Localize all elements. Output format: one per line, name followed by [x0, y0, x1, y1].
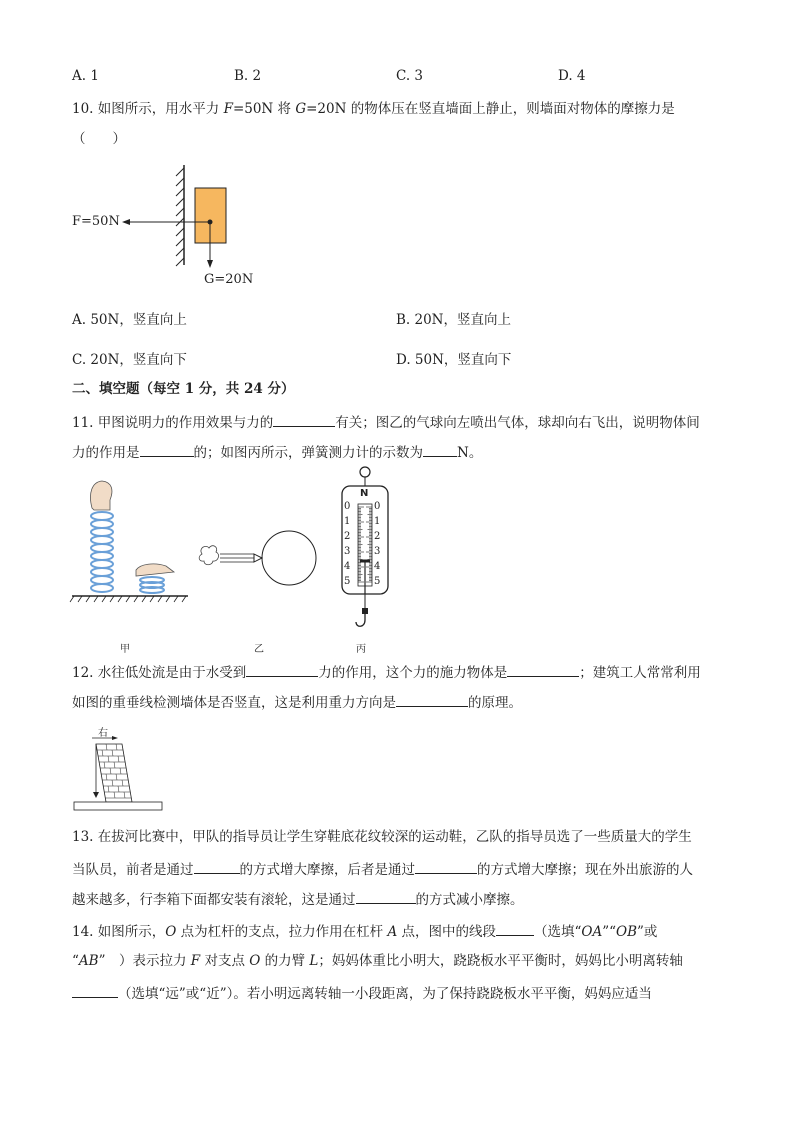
scale-tick-label: 2: [344, 531, 351, 542]
q12-fig-right-label: 右: [98, 728, 108, 739]
scale-tick-label: 0: [374, 501, 381, 512]
scale-tick-label: 4: [344, 561, 351, 572]
section2-title: 二、填空题（每空 1 分，共 24 分）: [72, 381, 295, 397]
scale-tick-label: 0: [344, 501, 351, 512]
q11-fig-jia-spring: [70, 478, 190, 608]
q10-answer-paren: （ ）: [72, 131, 126, 147]
scale-tick-label: 5: [374, 576, 381, 587]
scale-unit-label: N: [360, 488, 369, 499]
q10-gravity-label: G=20N: [204, 272, 254, 287]
q13-line3: 越来越多，行李箱下面都安装有滚轮，这是通过 的方式减小摩擦。: [72, 889, 524, 909]
q11-line2: 力的作用是 的；如图丙所示，弹簧测力计的示数为 N。: [72, 442, 482, 462]
q10-option-a: A. 50N，竖直向上: [72, 312, 187, 328]
q13-line1: 13. 在拔河比赛中，甲队的指导员让学生穿鞋底花纹较深的运动鞋，乙队的指导员选了一些质量大的学生: [72, 829, 692, 845]
scale-tick-label: 5: [344, 576, 351, 587]
scale-tick-label: 1: [344, 516, 351, 527]
caption-jia: 甲: [120, 644, 130, 655]
q10-option-c: C. 20N，竖直向下: [72, 352, 187, 368]
scale-tick-label: 3: [374, 546, 381, 557]
q14-line1: 14. 如图所示，O 点为杠杆的支点，拉力作用在杠杆 A 点，图中的线段 （选填“OA”“OB”或: [72, 921, 657, 941]
caption-yi: 乙: [254, 644, 264, 655]
q9-option-b: B. 2: [234, 68, 262, 84]
q14-line3: （选填“远”或“近”）。若小明远离转轴一小段距离，为了保持跷跷板水平平衡，妈妈应适当: [72, 983, 652, 1003]
q9-option-d: D. 4: [558, 68, 586, 84]
q9-option-a: A. 1: [72, 68, 99, 84]
q12-plumb-wall-figure: [72, 734, 166, 814]
q10-force-label: F=50N: [72, 214, 120, 229]
scale-tick-label: 1: [374, 516, 381, 527]
scale-tick-label: 3: [344, 546, 351, 557]
scale-tick-label: 4: [374, 561, 381, 572]
q11-fig-yi-balloon: [196, 528, 326, 588]
scale-tick-label: 2: [374, 531, 381, 542]
q13-line2: 当队员，前者是通过 的方式增大摩擦，后者是通过 的方式增大摩擦；现在外出旅游的人: [72, 859, 693, 879]
q10-stem: 10. 如图所示，用水平力 F=50N 将 G=20N 的物体压在竖直墙面上静止，则墙面对物体的摩擦力是: [72, 101, 675, 117]
q12-line2: 如图的重垂线检测墙体是否竖直，这是利用重力方向是 的原理。: [72, 692, 522, 712]
caption-bing: 丙: [356, 644, 366, 655]
q10-option-d: D. 50N，竖直向下: [396, 352, 512, 368]
q9-option-c: C. 3: [396, 68, 424, 84]
q12-line1: 12. 水往低处流是由于水受到 力的作用，这个力的施力物体是 ；建筑工人常常利用: [72, 662, 701, 682]
q10-option-b: B. 20N，竖直向上: [396, 312, 511, 328]
q14-line2: “AB” ）表示拉力 F 对支点 O 的力臂 L；妈妈体重比小明大，跷跷板水平平衡时，妈妈比小明离转轴: [72, 953, 683, 969]
q11-line1: 11. 甲图说明力的作用效果与力的 有关；图乙的气球向左喷出气体，球却向右飞出，说明物体间: [72, 412, 700, 432]
